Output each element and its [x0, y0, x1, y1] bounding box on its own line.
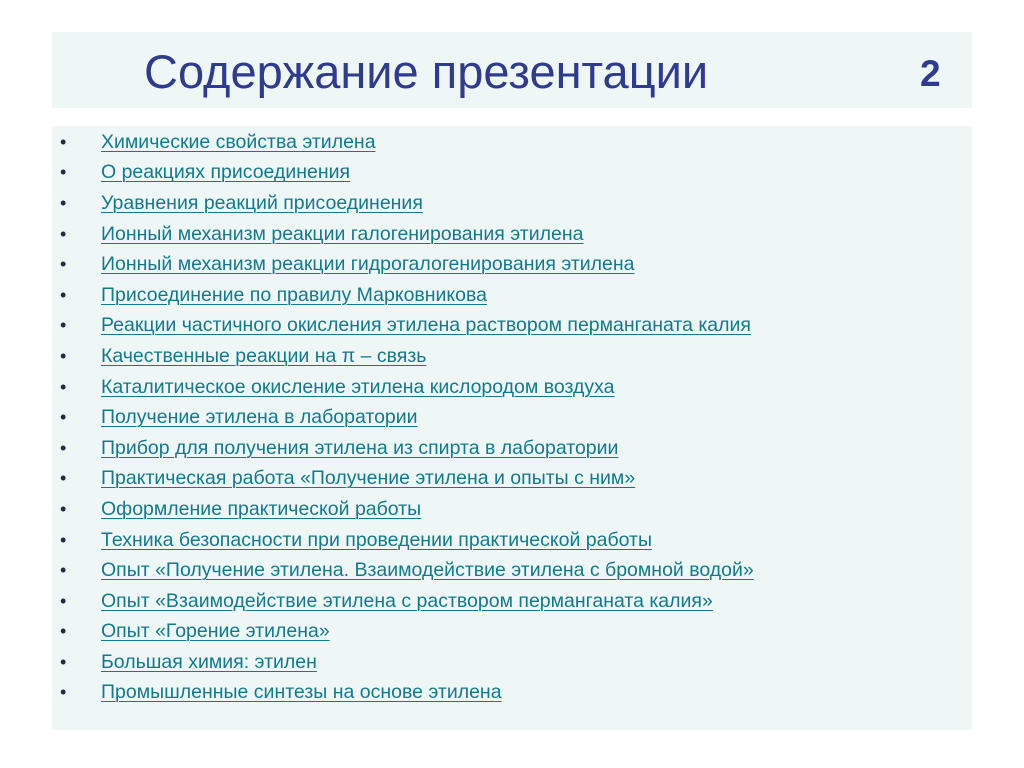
bullet: •	[60, 651, 67, 672]
toc-link-practical-work[interactable]: Практическая работа «Получение этилена и опыты с ним»	[101, 467, 636, 490]
toc-item	[54, 402, 754, 433]
bullet: •	[60, 498, 67, 519]
toc-link-permanganate-experiment[interactable]: Опыт «Взаимодействие этилена с раствором перманганата калия»	[101, 589, 713, 612]
bullet: •	[60, 407, 67, 428]
toc-item	[54, 341, 754, 372]
toc-item	[54, 249, 754, 280]
toc-item	[54, 586, 754, 617]
bullet: •	[60, 621, 67, 642]
page-number: 2	[920, 53, 941, 94]
toc-link-combustion-experiment[interactable]: Опыт «Горение этилена»	[101, 620, 330, 643]
toc-item	[54, 464, 754, 495]
bullet: •	[60, 192, 67, 213]
toc-item	[54, 525, 754, 556]
bullet: •	[60, 162, 67, 183]
toc-link-hydrohalogenation-mechanism[interactable]: Ионный механизм реакции гидрогалогенирования этилена	[101, 253, 635, 276]
toc-item	[54, 555, 754, 586]
toc-item	[54, 127, 754, 158]
bullet: •	[60, 345, 67, 366]
toc-item	[54, 311, 754, 342]
bullet: •	[60, 529, 67, 550]
toc-link-lab-preparation[interactable]: Получение этилена в лаборатории	[101, 406, 418, 429]
bullet: •	[60, 468, 67, 489]
toc-item	[54, 219, 754, 250]
toc-link-qualitative-reactions[interactable]: Качественные реакции на π – связь	[101, 344, 427, 367]
toc-link-halogenation-mechanism[interactable]: Ионный механизм реакции галогенирования этилена	[101, 222, 584, 245]
toc-link-work-formatting[interactable]: Оформление практической работы	[101, 497, 422, 520]
toc-link-addition-equations[interactable]: Уравнения реакций присоединения	[101, 191, 423, 214]
table-of-contents	[54, 127, 754, 708]
toc-link-lab-apparatus[interactable]: Прибор для получения этилена из спирта в лаборатории	[101, 436, 619, 459]
bullet: •	[60, 682, 67, 703]
bullet: •	[60, 437, 67, 458]
bullet: •	[60, 254, 67, 275]
bullet: •	[60, 560, 67, 581]
slide-title: Содержание презентации	[144, 45, 709, 98]
toc-link-chemical-properties[interactable]: Химические свойства этилена	[101, 130, 376, 153]
bullet: •	[60, 315, 67, 336]
bullet: •	[60, 131, 67, 152]
toc-item	[54, 433, 754, 464]
toc-item	[54, 678, 754, 709]
toc-link-addition-reactions[interactable]: О реакциях присоединения	[101, 161, 351, 184]
toc-item	[54, 494, 754, 525]
toc-link-safety[interactable]: Техника безопасности при проведении практической работы	[101, 528, 652, 551]
toc-link-catalytic-oxidation[interactable]: Каталитическое окисление этилена кислородом воздуха	[101, 375, 615, 398]
toc-link-bromine-water-experiment[interactable]: Опыт «Получение этилена. Взаимодействие этилена с бромной водой»	[101, 559, 754, 582]
bullet: •	[60, 223, 67, 244]
toc-link-industrial-syntheses[interactable]: Промышленные синтезы на основе этилена	[101, 681, 502, 704]
bullet: •	[60, 284, 67, 305]
toc-item	[54, 158, 754, 189]
bullet: •	[60, 590, 67, 611]
toc-link-big-chemistry[interactable]: Большая химия: этилен	[101, 650, 317, 673]
toc-link-partial-oxidation[interactable]: Реакции частичного окисления этилена раствором перманганата калия	[101, 314, 751, 337]
bullet: •	[60, 376, 67, 397]
toc-item	[54, 280, 754, 311]
toc-item	[54, 372, 754, 403]
toc-link-markovnikov-rule[interactable]: Присоединение по правилу Марковникова	[101, 283, 488, 306]
toc-item	[54, 647, 754, 678]
toc-item	[54, 188, 754, 219]
toc-item	[54, 617, 754, 648]
